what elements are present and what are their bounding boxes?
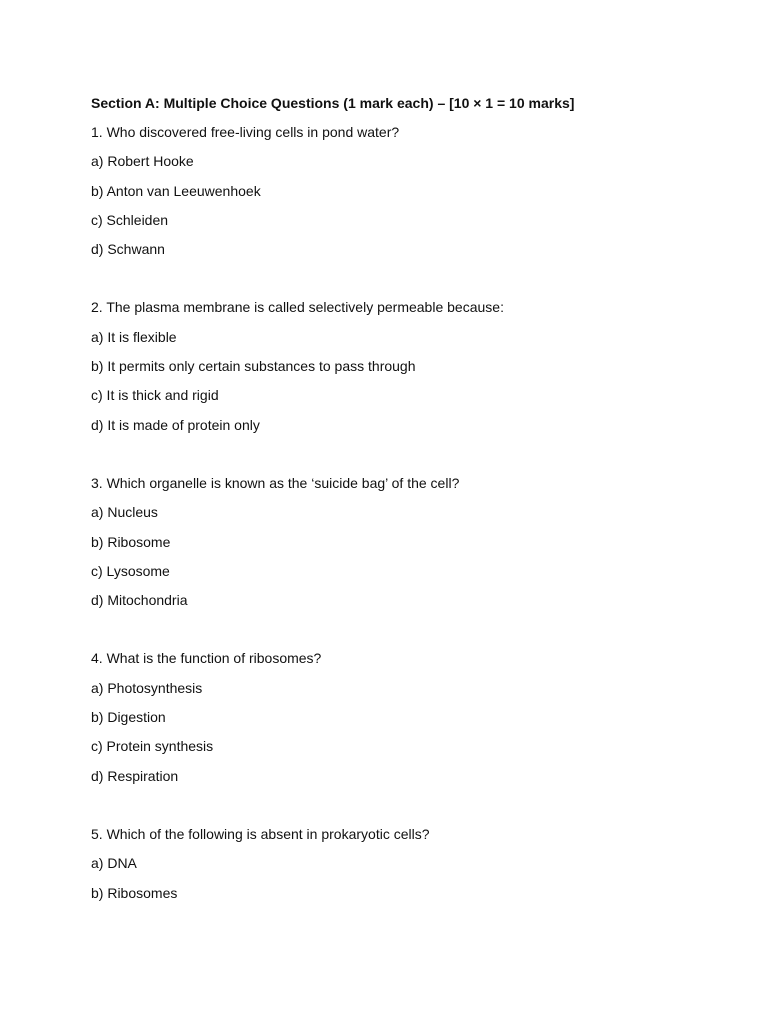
question-text: 3. Which organelle is known as the ‘suicide bag’ of the cell? bbox=[91, 474, 460, 491]
section-title: Section A: Multiple Choice Questions (1 mark each) – [10 × 1 = 10 marks] bbox=[91, 95, 575, 111]
option-a: a) DNA bbox=[91, 855, 137, 872]
option-c: c) It is thick and rigid bbox=[91, 387, 219, 404]
question-5 bbox=[91, 824, 711, 912]
option-b: b) Anton van Leeuwenhoek bbox=[91, 182, 261, 199]
question-text: 2. The plasma membrane is called selectively permeable because: bbox=[91, 299, 504, 316]
question-text: 5. Which of the following is absent in prokaryotic cells? bbox=[91, 825, 430, 842]
option-b: b) Digestion bbox=[91, 709, 166, 726]
option-b: b) Ribosomes bbox=[91, 884, 178, 901]
question-4 bbox=[91, 648, 711, 794]
option-b: b) Ribosome bbox=[91, 533, 171, 550]
document-content bbox=[91, 93, 711, 912]
option-c: c) Lysosome bbox=[91, 562, 170, 579]
option-c: c) Protein synthesis bbox=[91, 738, 214, 755]
option-a: a) Nucleus bbox=[91, 504, 158, 521]
option-a: a) Robert Hooke bbox=[91, 153, 194, 170]
question-3 bbox=[91, 473, 711, 619]
option-d: d) Respiration bbox=[91, 767, 179, 784]
option-d: d) Mitochondria bbox=[91, 592, 188, 609]
option-d: d) Schwann bbox=[91, 241, 165, 258]
question-1 bbox=[91, 122, 711, 268]
question-text: 1. Who discovered free-living cells in pond water? bbox=[91, 124, 400, 140]
question-2 bbox=[91, 297, 711, 443]
option-b: b) It permits only certain substances to pass through bbox=[91, 358, 416, 375]
option-a: a) Photosynthesis bbox=[91, 679, 203, 696]
question-text: 4. What is the function of ribosomes? bbox=[91, 650, 322, 667]
option-a: a) It is flexible bbox=[91, 328, 177, 345]
option-d: d) It is made of protein only bbox=[91, 416, 260, 433]
option-c: c) Schleiden bbox=[91, 211, 169, 228]
